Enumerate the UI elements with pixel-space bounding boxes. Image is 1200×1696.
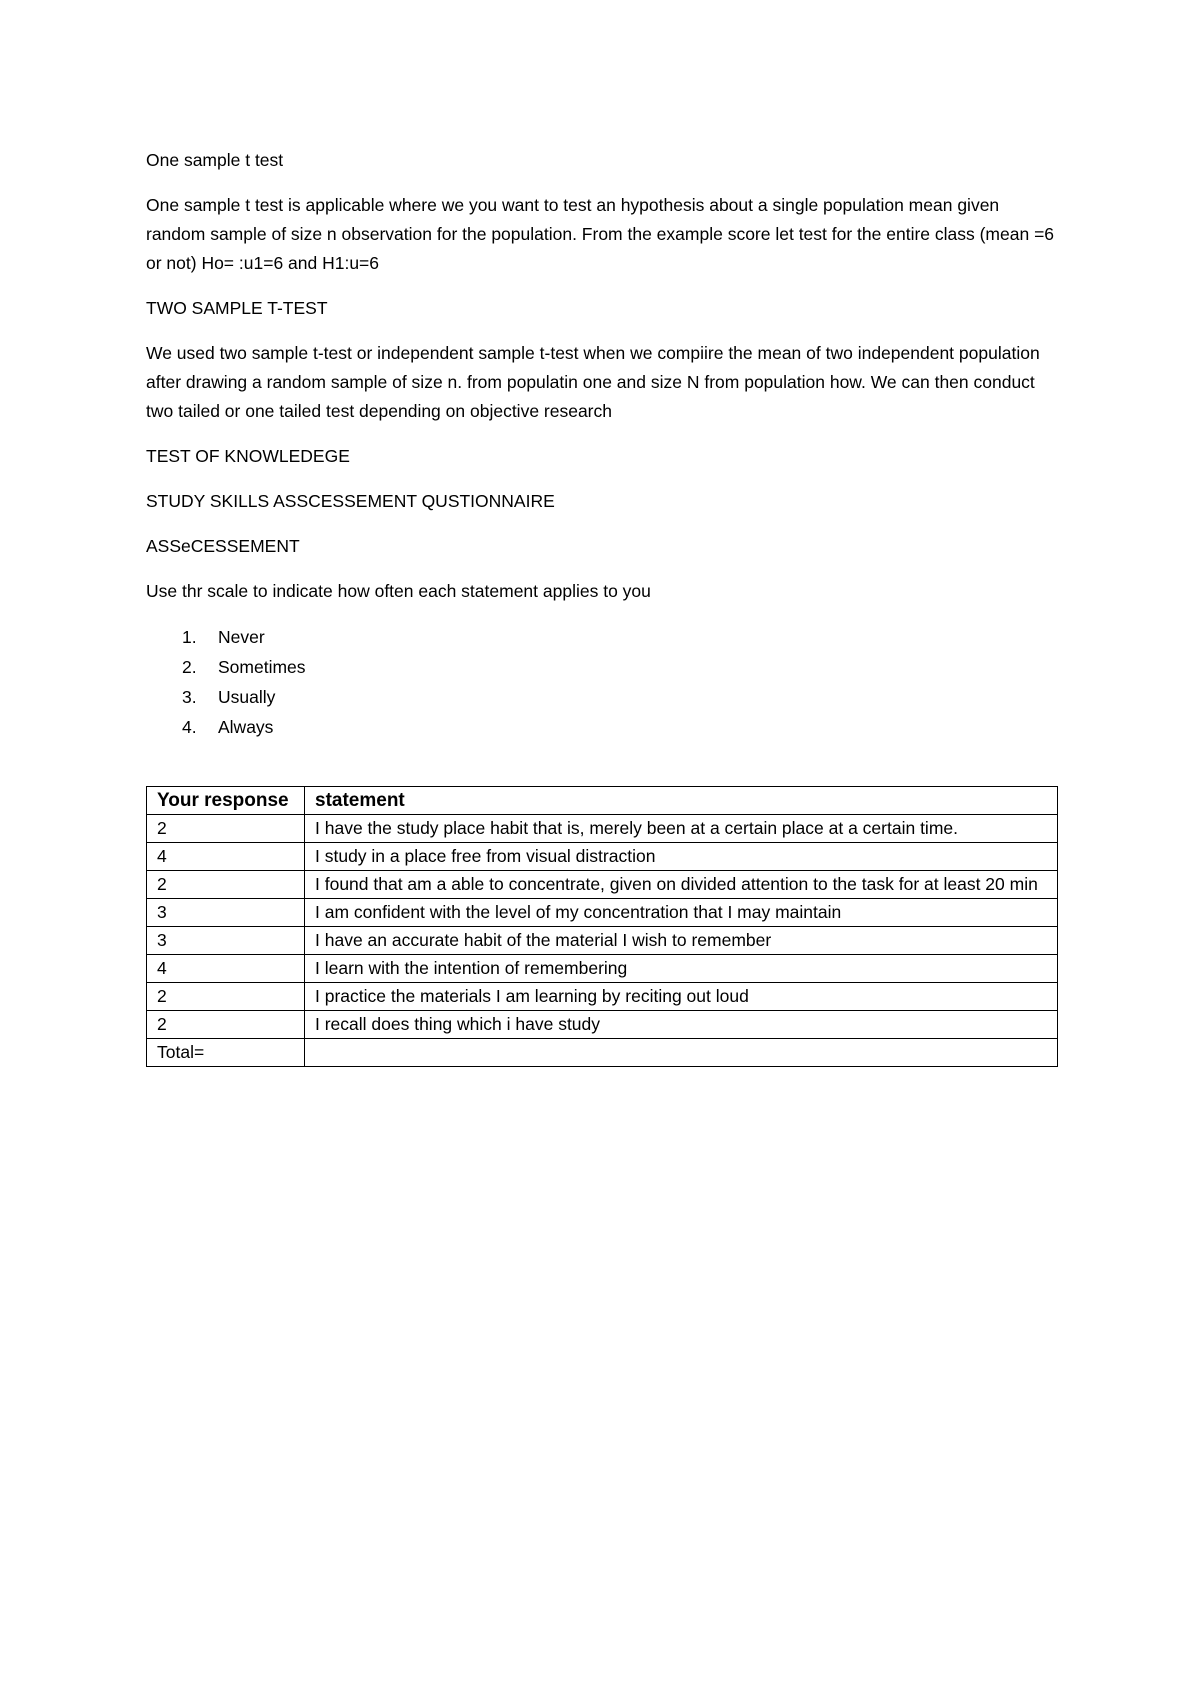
list-label: Sometimes (218, 657, 306, 677)
paragraph-one-sample-description: One sample t test is applicable where we you want to test an hypothesis about a single population mean given random sample of size n observation for the population. From the example score let test for the entire class (mean =6 or not) Ho= :u1=6 and H1:u=6 (146, 195, 1055, 273)
list-item (146, 622, 1058, 652)
table-row (147, 983, 1058, 1011)
table-row (147, 955, 1058, 983)
total-label: Total= (147, 1039, 305, 1067)
table-row (147, 899, 1058, 927)
table-row (147, 1011, 1058, 1039)
table-row (147, 871, 1058, 899)
list-label: Never (218, 627, 265, 647)
paragraph-two-sample-description: We used two sample t-test or independent sample t-test when we compiire the mean of two independent population after drawing a random sample of size n. from populatin one and size N from population how. We can then conduct two tailed or one tailed test depending on objective research (146, 343, 1040, 421)
heading-assessment: ASSeCESSEMENT (146, 536, 300, 556)
statement-cell: I have an accurate habit of the material I wish to remember (305, 927, 1058, 955)
statement-cell: I practice the materials I am learning by reciting out loud (305, 983, 1058, 1011)
response-table (146, 786, 1058, 1067)
heading-two-sample-t-test: TWO SAMPLE T-TEST (146, 298, 328, 318)
response-cell: 4 (147, 843, 305, 871)
heading-test-of-knowledge: TEST OF KNOWLEDEGE (146, 446, 350, 466)
scale-list (146, 622, 1058, 742)
document-page (146, 146, 1058, 1067)
response-cell: 2 (147, 815, 305, 843)
list-item (146, 712, 1058, 742)
list-number: 2. (182, 657, 197, 677)
header-statement: statement (305, 787, 1058, 815)
heading-one-sample-t-test: One sample t test (146, 150, 284, 170)
statement-cell: I recall does thing which i have study (305, 1011, 1058, 1039)
list-number: 3. (182, 687, 197, 707)
statement-cell: I study in a place free from visual distraction (305, 843, 1058, 871)
statement-cell: I am confident with the level of my concentration that I may maintain (305, 899, 1058, 927)
response-cell: 2 (147, 871, 305, 899)
list-number: 1. (182, 627, 197, 647)
table-header-row (147, 787, 1058, 815)
response-cell: 3 (147, 927, 305, 955)
table-total-row (147, 1039, 1058, 1067)
header-your-response: Your response (147, 787, 305, 815)
response-cell: 2 (147, 1011, 305, 1039)
scale-instruction: Use thr scale to indicate how often each statement applies to you (146, 581, 651, 601)
list-item (146, 652, 1058, 682)
statement-cell: I found that am a able to concentrate, given on divided attention to the task for at least 20 min (305, 871, 1058, 899)
response-cell: 4 (147, 955, 305, 983)
table-row (147, 815, 1058, 843)
list-item (146, 682, 1058, 712)
statement-cell: I learn with the intention of remembering (305, 955, 1058, 983)
list-label: Usually (218, 687, 276, 707)
response-cell: 3 (147, 899, 305, 927)
heading-questionnaire: STUDY SKILLS ASSCESSEMENT QUSTIONNAIRE (146, 491, 555, 511)
list-number: 4. (182, 717, 197, 737)
table-row (147, 843, 1058, 871)
statement-cell: I have the study place habit that is, merely been at a certain place at a certain time. (305, 815, 1058, 843)
table-row (147, 927, 1058, 955)
response-cell: 2 (147, 983, 305, 1011)
total-value (305, 1039, 1058, 1067)
list-label: Always (218, 717, 274, 737)
